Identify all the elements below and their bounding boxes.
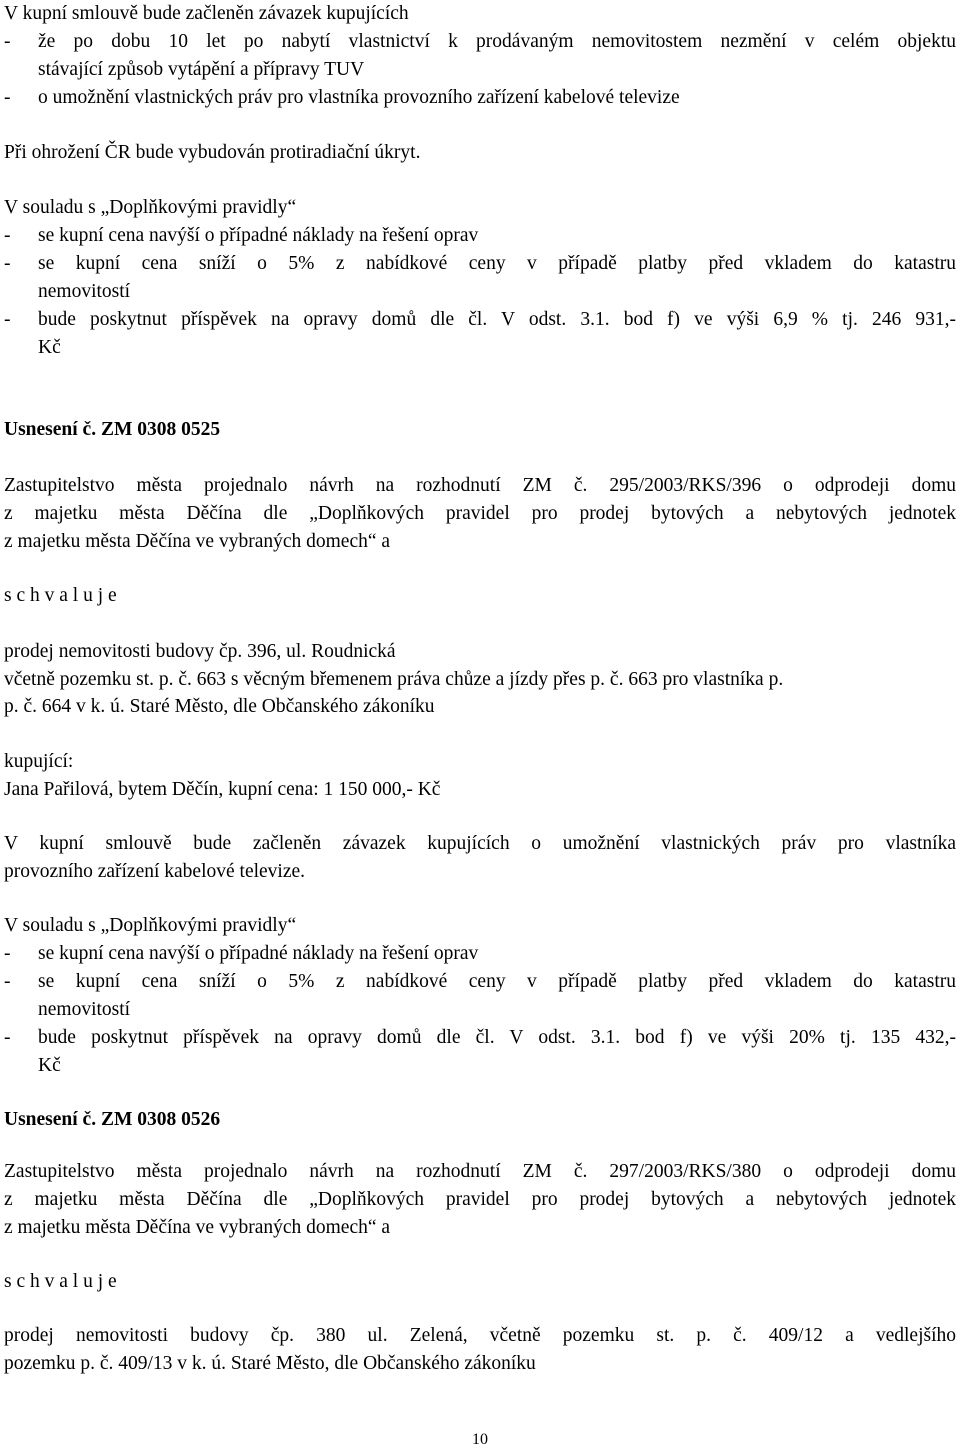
- rule2-item-3: - bude poskytnut příspěvek na opravy domů dle čl. V odst. 3.1. bod f) ve výši 20% tj. 135 432,-: [4, 1027, 956, 1048]
- resolution-paragraph-line-2: z majetku města Děčína dle „Doplňkových pravidel pro prodej bytových a nebytových jednotek: [4, 503, 956, 524]
- rules-intro: V souladu s „Doplňkovými pravidly“: [4, 197, 297, 218]
- resolution2-paragraph-line-2: z majetku města Děčína dle „Doplňkových pravidel pro prodej bytových a nebytových jednotek: [4, 1189, 956, 1210]
- rule2-item-2-cont: nemovitostí: [38, 999, 131, 1020]
- contract-intro: V kupní smlouvě bude začleněn závazek kupujících: [4, 3, 409, 24]
- approves-heading: s c h v a l u j e: [4, 585, 117, 606]
- rule-item-3: - bude poskytnut příspěvek na opravy domů dle čl. V odst. 3.1. bod f) ve výši 6,9 % tj. 246 931,-: [4, 309, 956, 330]
- resolution-title-0525: Usnesení č. ZM 0308 0525: [4, 419, 221, 440]
- resolution-paragraph-line-3: z majetku města Děčína ve vybraných domech“ a: [4, 531, 391, 552]
- dash: -: [4, 31, 11, 52]
- rule2-item-2: - se kupní cena sníží o 5% z nabídkové ceny v případě platby před vkladem do katastru: [4, 971, 956, 992]
- resolution2-paragraph-line-3: z majetku města Děčína ve vybraných domech“ a: [4, 1217, 391, 1238]
- sale2-line-1: prodej nemovitosti budovy čp. 380 ul. Zelená, včetně pozemku st. p. č. 409/12 a vedlejšího: [4, 1325, 956, 1346]
- sale-line-2: včetně pozemku st. p. č. 663 s věcným břemenem práva chůze a jízdy přes p. č. 663 pro vlastníka p.: [4, 669, 784, 690]
- resolution2-paragraph-line-1: Zastupitelstvo města projednalo návrh na rozhodnutí ZM č. 297/2003/RKS/380 o odprodeji domu: [4, 1161, 956, 1182]
- buyer-details: Jana Pařilová, bytem Děčín, kupní cena: 1 150 000,- Kč: [4, 779, 441, 800]
- rule-item-2: - se kupní cena sníží o 5% z nabídkové ceny v případě platby před vkladem do katastru: [4, 253, 956, 274]
- rule-item-1: - se kupní cena navýší o případné náklady na řešení oprav: [4, 225, 479, 246]
- sale-line-1: prodej nemovitosti budovy čp. 396, ul. Roudnická: [4, 641, 396, 662]
- sale-line-3: p. č. 664 v k. ú. Staré Město, dle Občanského zákoníku: [4, 696, 435, 717]
- contract-line-2: provozního zařízení kabelové televize.: [4, 861, 306, 882]
- rules-intro-2: V souladu s „Doplňkovými pravidly“: [4, 915, 297, 936]
- shelter-note: Při ohrožení ČR bude vybudován protiradiační úkryt.: [4, 142, 421, 163]
- obligation-item-1-cont: stávající způsob vytápění a přípravy TUV: [38, 59, 365, 80]
- rule-item-3-cont: Kč: [38, 337, 61, 358]
- sale2-line-2: pozemku p. č. 409/13 v k. ú. Staré Město, dle Občanského zákoníku: [4, 1353, 536, 1374]
- approves-heading-2: s c h v a l u j e: [4, 1271, 117, 1292]
- rule2-item-1: - se kupní cena navýší o případné náklady na řešení oprav: [4, 943, 479, 964]
- buyer-label: kupující:: [4, 751, 74, 772]
- rule2-item-3-cont: Kč: [38, 1055, 61, 1076]
- resolution-title-0526: Usnesení č. ZM 0308 0526: [4, 1109, 221, 1130]
- rule-item-2-cont: nemovitostí: [38, 281, 131, 302]
- contract-line-1: V kupní smlouvě bude začleněn závazek kupujících o umožnění vlastnických práv pro vlastníka: [4, 833, 956, 854]
- resolution-paragraph-line-1: Zastupitelstvo města projednalo návrh na rozhodnutí ZM č. 295/2003/RKS/396 o odprodeji domu: [4, 475, 956, 496]
- page-number: 10: [472, 1431, 488, 1448]
- obligation-item-1: - že po dobu 10 let po nabytí vlastnictví k prodávaným nemovitostem nezmění v celém objektu: [4, 28, 956, 56]
- obligation-item-2: - o umožnění vlastnických práv pro vlastníka provozního zařízení kabelové televize: [4, 87, 680, 108]
